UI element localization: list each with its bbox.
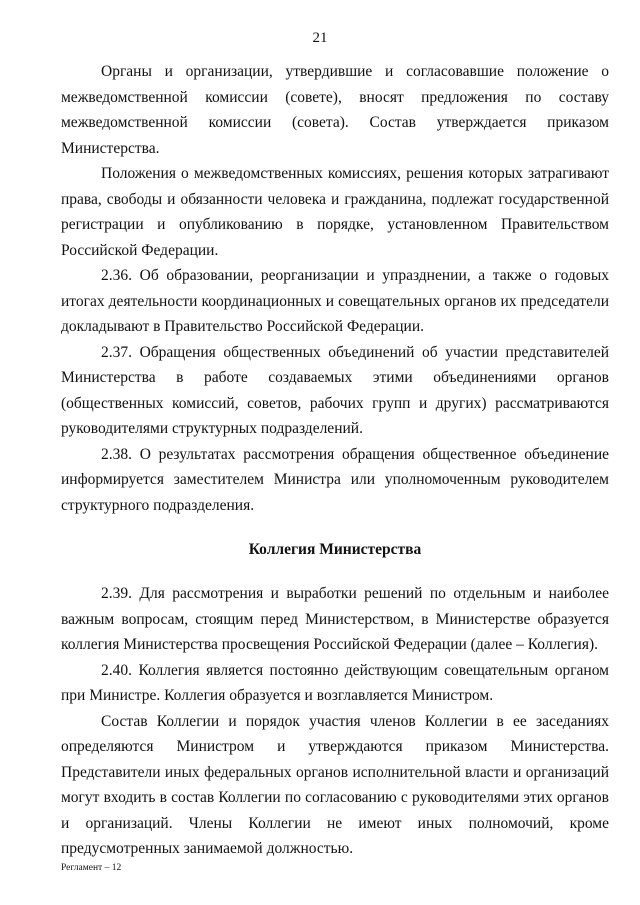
- paragraph: Состав Коллегии и порядок участия членов Коллегии в ее заседаниях определяются Министром и утверждаются приказом Министерства. Представители иных федеральных органов исполнительной власти и организаций могут входить в состав Коллегии по согласованию с руководителями этих органов и организаций. Члены Коллегии не имеют иных полномочий, кроме предусмотренных занимаемой должностью.: [61, 712, 609, 857]
- paragraph: 2.40. Коллегия является постоянно действующим совещательным органом при Министре. Коллегия образуется и возглавляется Министром.: [61, 661, 609, 704]
- paragraph: 2.39. Для рассмотрения и выработки решений по отдельным и наиболее важным вопросам, стоящим перед Министерством, в Министерстве образуется коллегия Министерства просвещения Российской Федерации (далее – Коллегия).: [61, 585, 609, 653]
- paragraph: 2.36. Об образовании, реорганизации и упразднении, а также о годовых итогах деятельности координационных и совещательных органов их председатели докладывают в Правительство Российской Федерации.: [61, 267, 609, 335]
- page-footer: Регламент – 12: [61, 863, 122, 873]
- paragraph: 2.38. О результатах рассмотрения обращения общественное объединение информируется заместителем Министра или уполномоченным руководителем структурного подразделения.: [61, 445, 609, 514]
- document-body: [61, 59, 609, 862]
- paragraph: Положения о межведомственных комиссиях, решения которых затрагивают права, свободы и обязанности человека и гражданина, подлежат государственной регистрации и опубликованию в порядке, установленном Правительством Российской Федерации.: [61, 165, 609, 259]
- paragraph: 2.37. Обращения общественных объединений об участии представителей Министерства в работе создаваемых этими объединениями органов (общественных комиссий, советов, рабочих групп и других) рассматриваются руководителями структурных подразделений.: [61, 343, 609, 437]
- section-heading: Коллегия Министерства: [248, 541, 422, 558]
- paragraph: Органы и организации, утвердившие и согласовавшие положение о межведомственной комиссии (совете), вносят предложения по составу межведомственной комиссии (совета). Состав утверждается приказом Министерства.: [61, 63, 609, 157]
- page-number: 21: [312, 30, 328, 46]
